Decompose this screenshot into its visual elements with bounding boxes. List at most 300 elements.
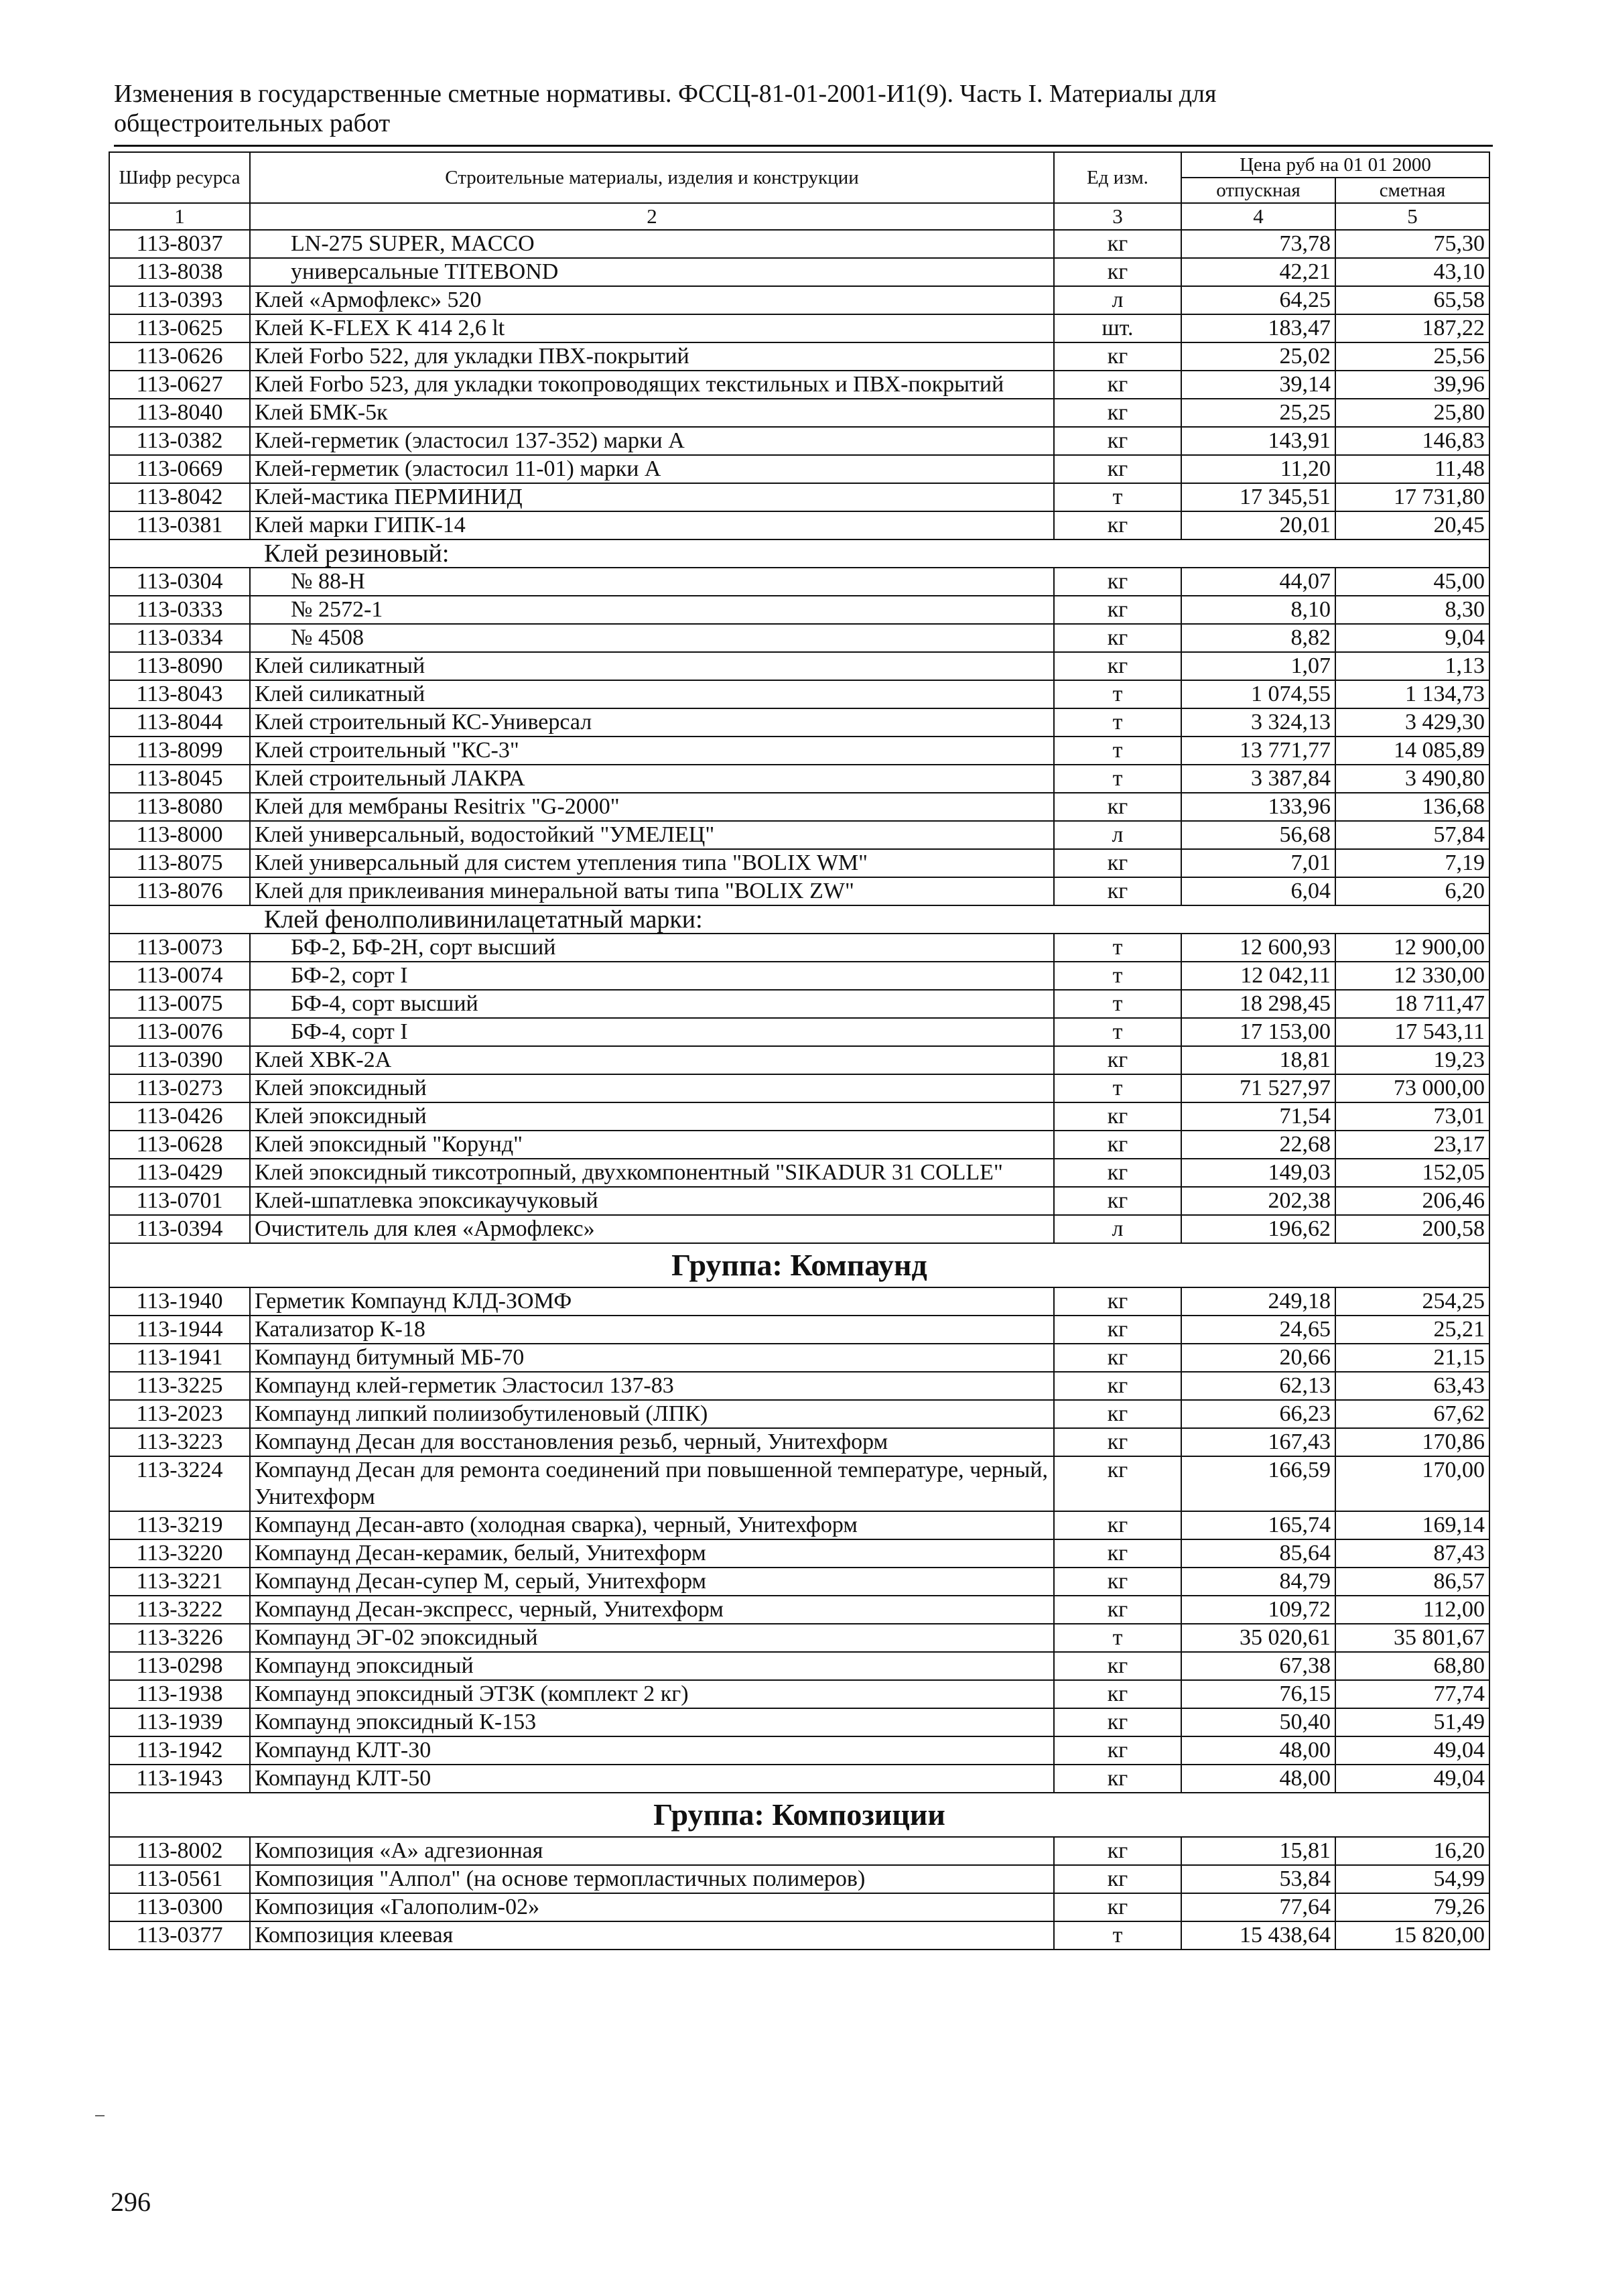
estimate-price: 112,00 — [1335, 1596, 1489, 1624]
release-price: 12 042,11 — [1181, 962, 1335, 990]
material-name: Клей-шпатлевка эпоксикаучуковый — [250, 1187, 1054, 1215]
unit-of-measure: кг — [1054, 877, 1181, 905]
unit-of-measure: т — [1054, 737, 1181, 765]
unit-of-measure: кг — [1054, 1159, 1181, 1187]
estimate-price: 15 820,00 — [1335, 1921, 1489, 1950]
release-price: 84,79 — [1181, 1568, 1335, 1596]
resource-code: 113-8076 — [109, 877, 250, 905]
material-name: Клей Forbo 523, для укладки токопроводящих текстильных и ПВХ-покрытий — [250, 371, 1054, 399]
release-price: 18,81 — [1181, 1046, 1335, 1074]
release-price: 77,64 — [1181, 1893, 1335, 1921]
material-name: Клей силикатный — [250, 680, 1054, 708]
estimate-price: 254,25 — [1335, 1287, 1489, 1316]
release-price: 183,47 — [1181, 314, 1335, 342]
material-name: Клей для мембраны Resitrix "G-2000" — [250, 793, 1054, 821]
table-row — [109, 342, 1489, 371]
estimate-price: 49,04 — [1335, 1736, 1489, 1765]
estimate-price: 14 085,89 — [1335, 737, 1489, 765]
material-name: Клей строительный "КС-3" — [250, 737, 1054, 765]
table-row — [109, 680, 1489, 708]
estimate-price: 19,23 — [1335, 1046, 1489, 1074]
resource-code: 113-3222 — [109, 1596, 250, 1624]
resource-code: 113-3221 — [109, 1568, 250, 1596]
table-row — [109, 286, 1489, 314]
release-price: 56,68 — [1181, 821, 1335, 849]
release-price: 196,62 — [1181, 1215, 1335, 1243]
unit-of-measure: кг — [1054, 511, 1181, 539]
material-name: LN-275 SUPER, MACCO — [250, 230, 1054, 258]
release-price: 17 153,00 — [1181, 1018, 1335, 1046]
unit-of-measure: кг — [1054, 1428, 1181, 1456]
material-name: Клей марки ГИПК-14 — [250, 511, 1054, 539]
table-row — [109, 1074, 1489, 1102]
resource-code: 113-0381 — [109, 511, 250, 539]
table-row — [109, 624, 1489, 652]
price-table-body — [109, 230, 1489, 1950]
column-number-4: 4 — [1181, 203, 1335, 230]
estimate-price: 87,43 — [1335, 1539, 1489, 1568]
unit-of-measure: т — [1054, 680, 1181, 708]
material-name: Компаунд ЭГ-02 эпоксидный — [250, 1624, 1054, 1652]
unit-of-measure: кг — [1054, 793, 1181, 821]
unit-of-measure: кг — [1054, 1596, 1181, 1624]
unit-of-measure: кг — [1054, 1680, 1181, 1708]
material-name: БФ-4, сорт I — [250, 1018, 1054, 1046]
table-row — [109, 1893, 1489, 1921]
estimate-price: 57,84 — [1335, 821, 1489, 849]
unit-of-measure: т — [1054, 1074, 1181, 1102]
table-row — [109, 1102, 1489, 1131]
estimate-price: 73,01 — [1335, 1102, 1489, 1131]
release-price: 22,68 — [1181, 1131, 1335, 1159]
estimate-price: 8,30 — [1335, 596, 1489, 624]
material-name: Композиция «Галополим-02» — [250, 1893, 1054, 1921]
unit-of-measure: кг — [1054, 1456, 1181, 1511]
table-row — [109, 1765, 1489, 1793]
group-heading: Группа: Композиции — [109, 1793, 1489, 1837]
resource-code: 113-2023 — [109, 1400, 250, 1428]
table-row — [109, 258, 1489, 286]
estimate-price: 49,04 — [1335, 1765, 1489, 1793]
release-price: 20,01 — [1181, 511, 1335, 539]
release-price: 133,96 — [1181, 793, 1335, 821]
release-price: 3 387,84 — [1181, 765, 1335, 793]
unit-of-measure: кг — [1054, 568, 1181, 596]
estimate-price: 200,58 — [1335, 1215, 1489, 1243]
release-price: 8,10 — [1181, 596, 1335, 624]
material-name: Клей-герметик (эластосил 11-01) марки А — [250, 455, 1054, 483]
estimate-price: 39,96 — [1335, 371, 1489, 399]
unit-of-measure: кг — [1054, 849, 1181, 877]
scan-mark — [95, 2115, 105, 2116]
unit-of-measure: кг — [1054, 1102, 1181, 1131]
release-price: 64,25 — [1181, 286, 1335, 314]
resource-code: 113-3223 — [109, 1428, 250, 1456]
release-price: 7,01 — [1181, 849, 1335, 877]
unit-of-measure: кг — [1054, 596, 1181, 624]
estimate-price: 12 330,00 — [1335, 962, 1489, 990]
estimate-price: 63,43 — [1335, 1372, 1489, 1400]
material-name: Очиститель для клея «Армофлекс» — [250, 1215, 1054, 1243]
release-price: 13 771,77 — [1181, 737, 1335, 765]
material-name: Клей БМК-5к — [250, 399, 1054, 427]
table-row — [109, 1837, 1489, 1865]
material-name: универсальные TITEBOND — [250, 258, 1054, 286]
release-price: 1 074,55 — [1181, 680, 1335, 708]
table-row — [109, 821, 1489, 849]
release-price: 8,82 — [1181, 624, 1335, 652]
resource-code: 113-3225 — [109, 1372, 250, 1400]
material-name: Герметик Компаунд КЛД-ЗОМФ — [250, 1287, 1054, 1316]
estimate-price: 79,26 — [1335, 1893, 1489, 1921]
price-table — [109, 151, 1490, 1950]
release-price: 167,43 — [1181, 1428, 1335, 1456]
release-price: 25,02 — [1181, 342, 1335, 371]
subheading: Клей фенолполивинилацетатный марки: — [109, 905, 1489, 934]
table-row — [109, 1539, 1489, 1568]
resource-code: 113-8044 — [109, 708, 250, 737]
release-price: 39,14 — [1181, 371, 1335, 399]
release-price: 12 600,93 — [1181, 934, 1335, 962]
header-price: Цена руб на 01 01 2000 — [1181, 152, 1489, 178]
release-price: 249,18 — [1181, 1287, 1335, 1316]
estimate-price: 16,20 — [1335, 1837, 1489, 1865]
release-price: 6,04 — [1181, 877, 1335, 905]
material-name: Компаунд Десан-керамик, белый, Унитехформ — [250, 1539, 1054, 1568]
unit-of-measure: кг — [1054, 371, 1181, 399]
table-row — [109, 1708, 1489, 1736]
estimate-price: 7,19 — [1335, 849, 1489, 877]
header-name: Строительные материалы, изделия и конструкции — [250, 152, 1054, 203]
unit-of-measure: кг — [1054, 455, 1181, 483]
release-price: 85,64 — [1181, 1539, 1335, 1568]
header-release-price: отпускная — [1181, 178, 1335, 203]
table-row — [109, 230, 1489, 258]
table-row — [109, 1400, 1489, 1428]
header-estimate-price: сметная — [1335, 178, 1489, 203]
material-name: Клей K-FLEX K 414 2,6 lt — [250, 314, 1054, 342]
table-row — [109, 455, 1489, 483]
unit-of-measure: кг — [1054, 1736, 1181, 1765]
release-price: 3 324,13 — [1181, 708, 1335, 737]
table-row — [109, 1736, 1489, 1765]
table-row — [109, 1344, 1489, 1372]
unit-of-measure: т — [1054, 765, 1181, 793]
material-name: Компаунд КЛТ-50 — [250, 1765, 1054, 1793]
material-name: Компаунд клей-герметик Эластосил 137-83 — [250, 1372, 1054, 1400]
resource-code: 113-0426 — [109, 1102, 250, 1131]
release-price: 20,66 — [1181, 1344, 1335, 1372]
material-name: Компаунд Десан-экспресс, черный, Унитехформ — [250, 1596, 1054, 1624]
table-row — [109, 1287, 1489, 1316]
estimate-price: 3 490,80 — [1335, 765, 1489, 793]
unit-of-measure: т — [1054, 1018, 1181, 1046]
resource-code: 113-3220 — [109, 1539, 250, 1568]
table-row — [109, 1568, 1489, 1596]
resource-code: 113-0304 — [109, 568, 250, 596]
table-row — [109, 1428, 1489, 1456]
estimate-price: 1,13 — [1335, 652, 1489, 680]
estimate-price: 170,86 — [1335, 1428, 1489, 1456]
estimate-price: 35 801,67 — [1335, 1624, 1489, 1652]
column-number-2: 2 — [250, 203, 1054, 230]
release-price: 66,23 — [1181, 1400, 1335, 1428]
table-row — [109, 1511, 1489, 1539]
unit-of-measure: кг — [1054, 1837, 1181, 1865]
resource-code: 113-0626 — [109, 342, 250, 371]
estimate-price: 68,80 — [1335, 1652, 1489, 1680]
table-row — [109, 877, 1489, 905]
header-divider — [114, 145, 1493, 147]
unit-of-measure: кг — [1054, 427, 1181, 455]
resource-code: 113-8099 — [109, 737, 250, 765]
unit-of-measure: л — [1054, 1215, 1181, 1243]
table-row — [109, 765, 1489, 793]
table-row — [109, 1865, 1489, 1893]
release-price: 18 298,45 — [1181, 990, 1335, 1018]
subheading-row — [109, 905, 1489, 934]
table-row — [109, 1921, 1489, 1950]
release-price: 17 345,51 — [1181, 483, 1335, 511]
material-name: Клей универсальный, водостойкий "УМЕЛЕЦ" — [250, 821, 1054, 849]
estimate-price: 18 711,47 — [1335, 990, 1489, 1018]
table-row — [109, 1680, 1489, 1708]
unit-of-measure: кг — [1054, 1893, 1181, 1921]
material-name: БФ-4, сорт высший — [250, 990, 1054, 1018]
release-price: 76,15 — [1181, 1680, 1335, 1708]
material-name: Клей ХВК-2А — [250, 1046, 1054, 1074]
release-price: 42,21 — [1181, 258, 1335, 286]
table-row — [109, 483, 1489, 511]
resource-code: 113-1944 — [109, 1316, 250, 1344]
resource-code: 113-8043 — [109, 680, 250, 708]
material-name: Компаунд эпоксидный — [250, 1652, 1054, 1680]
table-row — [109, 793, 1489, 821]
resource-code: 113-0333 — [109, 596, 250, 624]
estimate-price: 67,62 — [1335, 1400, 1489, 1428]
estimate-price: 51,49 — [1335, 1708, 1489, 1736]
unit-of-measure: кг — [1054, 1539, 1181, 1568]
material-name: БФ-2, БФ-2Н, сорт высший — [250, 934, 1054, 962]
column-number-1: 1 — [109, 203, 250, 230]
resource-code: 113-0429 — [109, 1159, 250, 1187]
unit-of-measure: кг — [1054, 1400, 1181, 1428]
group-heading-row — [109, 1243, 1489, 1287]
resource-code: 113-8042 — [109, 483, 250, 511]
release-price: 44,07 — [1181, 568, 1335, 596]
estimate-price: 23,17 — [1335, 1131, 1489, 1159]
unit-of-measure: кг — [1054, 1316, 1181, 1344]
resource-code: 113-0394 — [109, 1215, 250, 1243]
table-row — [109, 1131, 1489, 1159]
unit-of-measure: кг — [1054, 1765, 1181, 1793]
resource-code: 113-8075 — [109, 849, 250, 877]
release-price: 165,74 — [1181, 1511, 1335, 1539]
estimate-price: 45,00 — [1335, 568, 1489, 596]
document-header-title: Изменения в государственные сметные нормативы. ФССЦ-81-01-2001-И1(9). Часть I. Материалы для общестроительных работ — [114, 80, 1217, 137]
unit-of-measure: кг — [1054, 230, 1181, 258]
material-name: Катализатор К-18 — [250, 1316, 1054, 1344]
resource-code: 113-0393 — [109, 286, 250, 314]
unit-of-measure: кг — [1054, 1865, 1181, 1893]
table-row — [109, 371, 1489, 399]
material-name: Компаунд битумный МБ-70 — [250, 1344, 1054, 1372]
resource-code: 113-8090 — [109, 652, 250, 680]
resource-code: 113-0701 — [109, 1187, 250, 1215]
material-name: № 88-Н — [250, 568, 1054, 596]
unit-of-measure: кг — [1054, 1287, 1181, 1316]
release-price: 149,03 — [1181, 1159, 1335, 1187]
release-price: 1,07 — [1181, 652, 1335, 680]
estimate-price: 17 543,11 — [1335, 1018, 1489, 1046]
table-row — [109, 1624, 1489, 1652]
material-name: Клей-герметик (эластосил 137-352) марки А — [250, 427, 1054, 455]
resource-code: 113-1940 — [109, 1287, 250, 1316]
unit-of-measure: кг — [1054, 1046, 1181, 1074]
table-row — [109, 1018, 1489, 1046]
table-row — [109, 1316, 1489, 1344]
estimate-price: 170,00 — [1335, 1456, 1489, 1511]
resource-code: 113-1941 — [109, 1344, 250, 1372]
material-name: Клей для приклеивания минеральной ваты типа "BOLIX ZW" — [250, 877, 1054, 905]
resource-code: 113-3219 — [109, 1511, 250, 1539]
estimate-price: 3 429,30 — [1335, 708, 1489, 737]
estimate-price: 1 134,73 — [1335, 680, 1489, 708]
material-name: Клей эпоксидный тиксотропный, двухкомпонентный "SIKADUR 31 COLLE" — [250, 1159, 1054, 1187]
estimate-price: 54,99 — [1335, 1865, 1489, 1893]
material-name: Клей-мастика ПЕРМИНИД — [250, 483, 1054, 511]
resource-code: 113-8045 — [109, 765, 250, 793]
resource-code: 113-8002 — [109, 1837, 250, 1865]
unit-of-measure: т — [1054, 990, 1181, 1018]
estimate-price: 146,83 — [1335, 427, 1489, 455]
release-price: 202,38 — [1181, 1187, 1335, 1215]
subheading: Клей резиновый: — [109, 539, 1489, 568]
release-price: 15,81 — [1181, 1837, 1335, 1865]
release-price: 53,84 — [1181, 1865, 1335, 1893]
resource-code: 113-1942 — [109, 1736, 250, 1765]
material-name: Клей Forbo 522, для укладки ПВХ-покрытий — [250, 342, 1054, 371]
resource-code: 113-3224 — [109, 1456, 250, 1511]
unit-of-measure: кг — [1054, 1652, 1181, 1680]
estimate-price: 17 731,80 — [1335, 483, 1489, 511]
estimate-price: 136,68 — [1335, 793, 1489, 821]
resource-code: 113-0625 — [109, 314, 250, 342]
material-name: Компаунд эпоксидный ЭТЗК (комплект 2 кг) — [250, 1680, 1054, 1708]
estimate-price: 206,46 — [1335, 1187, 1489, 1215]
table-row — [109, 934, 1489, 962]
material-name: Клей универсальный для систем утепления типа "BOLIX WM" — [250, 849, 1054, 877]
estimate-price: 86,57 — [1335, 1568, 1489, 1596]
material-name: Композиция «А» адгезионная — [250, 1837, 1054, 1865]
unit-of-measure: кг — [1054, 399, 1181, 427]
unit-of-measure: кг — [1054, 652, 1181, 680]
material-name: Компаунд КЛТ-30 — [250, 1736, 1054, 1765]
estimate-price: 75,30 — [1335, 230, 1489, 258]
release-price: 109,72 — [1181, 1596, 1335, 1624]
release-price: 73,78 — [1181, 230, 1335, 258]
release-price: 25,25 — [1181, 399, 1335, 427]
material-name: Компаунд Десан для ремонта соединений при повышенной температуре, черный, Унитехформ — [250, 1456, 1054, 1511]
unit-of-measure: шт. — [1054, 314, 1181, 342]
unit-of-measure: кг — [1054, 1131, 1181, 1159]
resource-code: 113-0073 — [109, 934, 250, 962]
resource-code: 113-0075 — [109, 990, 250, 1018]
estimate-price: 25,80 — [1335, 399, 1489, 427]
table-row — [109, 1215, 1489, 1243]
unit-of-measure: т — [1054, 708, 1181, 737]
table-row — [109, 962, 1489, 990]
resource-code: 113-0298 — [109, 1652, 250, 1680]
column-number-5: 5 — [1335, 203, 1489, 230]
release-price: 62,13 — [1181, 1372, 1335, 1400]
release-price: 50,40 — [1181, 1708, 1335, 1736]
unit-of-measure: кг — [1054, 1187, 1181, 1215]
material-name: Компаунд Десан-авто (холодная сварка), черный, Унитехформ — [250, 1511, 1054, 1539]
resource-code: 113-0628 — [109, 1131, 250, 1159]
estimate-price: 187,22 — [1335, 314, 1489, 342]
resource-code: 113-0561 — [109, 1865, 250, 1893]
release-price: 48,00 — [1181, 1736, 1335, 1765]
unit-of-measure: кг — [1054, 342, 1181, 371]
estimate-price: 43,10 — [1335, 258, 1489, 286]
resource-code: 113-3226 — [109, 1624, 250, 1652]
table-row — [109, 708, 1489, 737]
unit-of-measure: кг — [1054, 1511, 1181, 1539]
material-name: Клей силикатный — [250, 652, 1054, 680]
unit-of-measure: кг — [1054, 624, 1181, 652]
table-row — [109, 990, 1489, 1018]
table-row — [109, 1372, 1489, 1400]
estimate-price: 6,20 — [1335, 877, 1489, 905]
table-row — [109, 1596, 1489, 1624]
release-price: 15 438,64 — [1181, 1921, 1335, 1950]
estimate-price: 152,05 — [1335, 1159, 1489, 1187]
resource-code: 113-0273 — [109, 1074, 250, 1102]
unit-of-measure: т — [1054, 1921, 1181, 1950]
estimate-price: 20,45 — [1335, 511, 1489, 539]
release-price: 48,00 — [1181, 1765, 1335, 1793]
release-price: 71 527,97 — [1181, 1074, 1335, 1102]
unit-of-measure: кг — [1054, 1568, 1181, 1596]
release-price: 24,65 — [1181, 1316, 1335, 1344]
material-name: Клей строительный КС-Универсал — [250, 708, 1054, 737]
resource-code: 113-1943 — [109, 1765, 250, 1793]
column-number-3: 3 — [1054, 203, 1181, 230]
resource-code: 113-8080 — [109, 793, 250, 821]
table-row — [109, 568, 1489, 596]
table-row — [109, 1456, 1489, 1511]
table-row — [109, 1046, 1489, 1074]
material-name: Клей эпоксидный "Корунд" — [250, 1131, 1054, 1159]
release-price: 143,91 — [1181, 427, 1335, 455]
resource-code: 113-0334 — [109, 624, 250, 652]
resource-code: 113-8000 — [109, 821, 250, 849]
resource-code: 113-8040 — [109, 399, 250, 427]
estimate-price: 12 900,00 — [1335, 934, 1489, 962]
table-row — [109, 596, 1489, 624]
unit-of-measure: кг — [1054, 1708, 1181, 1736]
group-heading-row — [109, 1793, 1489, 1837]
material-name: Компаунд липкий полиизобутиленовый (ЛПК) — [250, 1400, 1054, 1428]
resource-code: 113-8037 — [109, 230, 250, 258]
material-name: Клей «Армофлекс» 520 — [250, 286, 1054, 314]
material-name: Компаунд Десан для восстановления резьб, черный, Унитехформ — [250, 1428, 1054, 1456]
unit-of-measure: кг — [1054, 1372, 1181, 1400]
resource-code: 113-0627 — [109, 371, 250, 399]
table-row — [109, 1187, 1489, 1215]
table-row — [109, 399, 1489, 427]
